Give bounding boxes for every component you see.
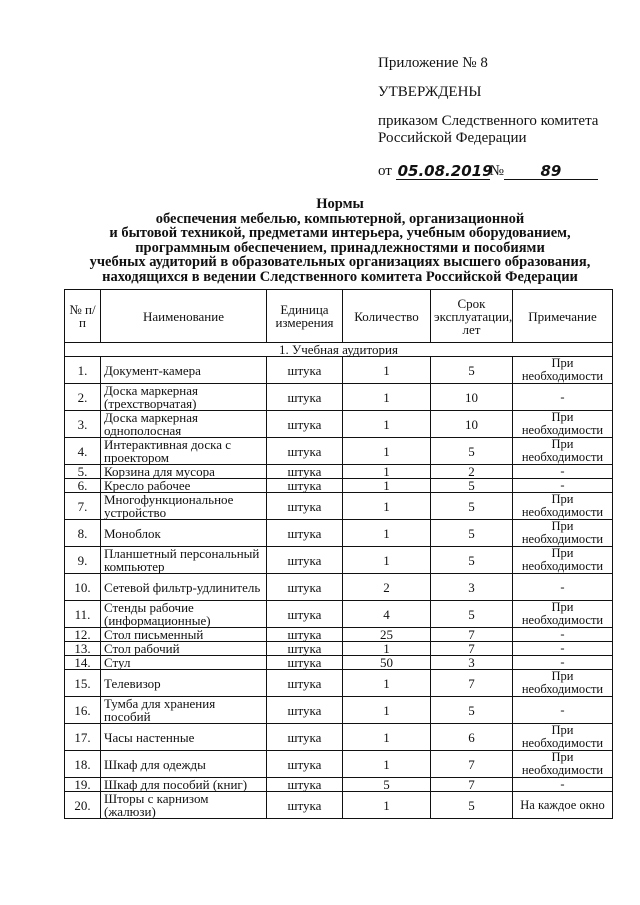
row-note: -: [513, 574, 613, 601]
row-name: Стол письменный: [101, 628, 267, 642]
row-term: 5: [431, 493, 513, 520]
row-qty: 1: [343, 792, 431, 819]
row-num: 12.: [65, 628, 101, 642]
row-name: Планшетный персональный компьютер: [101, 547, 267, 574]
title-line: обеспечения мебелью, компьютерной, организационной: [155, 210, 525, 227]
row-note: -: [513, 656, 613, 670]
approved-label: УТВЕРЖДЕНЫ: [378, 84, 482, 100]
row-num: 20.: [65, 792, 101, 819]
row-note: При необходимости: [513, 751, 613, 778]
row-qty: 1: [343, 520, 431, 547]
row-num: 2.: [65, 384, 101, 411]
row-note: При необходимости: [513, 670, 613, 697]
table-row: [65, 628, 613, 642]
section-row: [65, 343, 613, 357]
order-date: 05.08.2019: [397, 162, 493, 180]
row-unit: штука: [267, 438, 343, 465]
table-row: [65, 411, 613, 438]
row-term: 5: [431, 520, 513, 547]
row-term: 7: [431, 751, 513, 778]
row-num: 9.: [65, 547, 101, 574]
table-row: [65, 697, 613, 724]
row-term: 7: [431, 642, 513, 656]
appendix-label: Приложение № 8: [378, 55, 488, 71]
row-qty: 1: [343, 751, 431, 778]
row-unit: штука: [267, 493, 343, 520]
section-title: 1. Учебная аудитория: [65, 343, 613, 357]
row-num: 17.: [65, 724, 101, 751]
row-note: -: [513, 479, 613, 493]
number-prefix: №: [489, 163, 504, 179]
row-unit: штука: [267, 628, 343, 642]
row-unit: штука: [267, 697, 343, 724]
row-qty: 1: [343, 697, 431, 724]
row-note: При необходимости: [513, 411, 613, 438]
row-note: -: [513, 697, 613, 724]
row-name: Моноблок: [101, 520, 267, 547]
row-name: Интерактивная доска с проектором: [101, 438, 267, 465]
title-line: и бытовой техникой, предметами интерьера, учебным оборудованием,: [109, 225, 571, 241]
row-term: 3: [431, 656, 513, 670]
row-name: Доска маркерная однополосная: [101, 411, 267, 438]
row-term: 5: [431, 792, 513, 819]
row-name: Телевизор: [101, 670, 267, 697]
header-term: Срок эксплуатации, лет: [431, 290, 513, 343]
row-num: 3.: [65, 411, 101, 438]
order-line-2: Российской Федерации: [378, 130, 527, 146]
row-unit: штука: [267, 547, 343, 574]
table-row: [65, 724, 613, 751]
row-unit: штука: [267, 670, 343, 697]
norms-table: [64, 289, 613, 819]
row-unit: штука: [267, 479, 343, 493]
order-date-line: [378, 163, 628, 180]
table-row: [65, 547, 613, 574]
row-note: На каждое окно: [513, 792, 613, 819]
row-note: При необходимости: [513, 547, 613, 574]
row-name: Шкаф для пособий (книг): [101, 778, 267, 792]
row-qty: 1: [343, 479, 431, 493]
order-reference: [378, 113, 628, 147]
row-term: 5: [431, 697, 513, 724]
table-row: [65, 656, 613, 670]
row-name: Тумба для хранения пособий: [101, 697, 267, 724]
row-note: При необходимости: [513, 520, 613, 547]
row-note: -: [513, 465, 613, 479]
row-qty: 1: [343, 465, 431, 479]
row-note: При необходимости: [513, 493, 613, 520]
row-note: -: [513, 628, 613, 642]
row-term: 7: [431, 628, 513, 642]
row-term: 5: [431, 438, 513, 465]
row-unit: штука: [267, 574, 343, 601]
header-note: Примечание: [513, 290, 613, 343]
row-note: -: [513, 642, 613, 656]
row-term: 10: [431, 411, 513, 438]
row-num: 5.: [65, 465, 101, 479]
row-name: Стенды рабочие (информационные): [101, 601, 267, 628]
table-row: [65, 778, 613, 792]
row-qty: 5: [343, 778, 431, 792]
header-num: № п/п: [65, 290, 101, 343]
row-name: Шторы с карнизом (жалюзи): [101, 792, 267, 819]
row-num: 8.: [65, 520, 101, 547]
date-prefix: от: [378, 163, 392, 179]
row-num: 19.: [65, 778, 101, 792]
row-qty: 50: [343, 656, 431, 670]
row-qty: 1: [343, 384, 431, 411]
approval-block: [378, 55, 628, 180]
row-qty: 1: [343, 357, 431, 384]
row-unit: штука: [267, 357, 343, 384]
row-unit: штука: [267, 465, 343, 479]
row-unit: штука: [267, 384, 343, 411]
table-row: [65, 520, 613, 547]
row-unit: штука: [267, 411, 343, 438]
order-number: 89: [504, 163, 598, 180]
row-qty: 1: [343, 547, 431, 574]
table-row: [65, 751, 613, 778]
row-qty: 1: [343, 438, 431, 465]
row-note: При необходимости: [513, 438, 613, 465]
row-unit: штука: [267, 656, 343, 670]
row-note: -: [513, 778, 613, 792]
table-row: [65, 465, 613, 479]
header-unit: Единица измерения: [267, 290, 343, 343]
row-num: 14.: [65, 656, 101, 670]
row-num: 4.: [65, 438, 101, 465]
table-row: [65, 642, 613, 656]
row-qty: 1: [343, 642, 431, 656]
row-unit: штука: [267, 520, 343, 547]
row-name: Стул: [101, 656, 267, 670]
title-line: учебных аудиторий в образовательных организациях высшего образования,: [89, 254, 591, 270]
title-line: Нормы: [316, 196, 364, 212]
row-term: 5: [431, 357, 513, 384]
row-qty: 25: [343, 628, 431, 642]
row-num: 11.: [65, 601, 101, 628]
row-note: При необходимости: [513, 357, 613, 384]
table-row: [65, 792, 613, 819]
row-term: 7: [431, 778, 513, 792]
header-name: Наименование: [101, 290, 267, 343]
row-note: -: [513, 384, 613, 411]
row-qty: 4: [343, 601, 431, 628]
row-term: 5: [431, 547, 513, 574]
row-num: 6.: [65, 479, 101, 493]
row-term: 10: [431, 384, 513, 411]
table-row: [65, 601, 613, 628]
row-num: 15.: [65, 670, 101, 697]
table-row: [65, 493, 613, 520]
table-row: [65, 574, 613, 601]
row-name: Стол рабочий: [101, 642, 267, 656]
row-qty: 1: [343, 724, 431, 751]
row-qty: 1: [343, 493, 431, 520]
row-name: Сетевой фильтр-удлинитель: [101, 574, 267, 601]
table-row: [65, 438, 613, 465]
row-unit: штука: [267, 601, 343, 628]
row-term: 2: [431, 465, 513, 479]
title-line: находящихся в ведении Следственного комитета Российской Федерации: [102, 268, 578, 285]
document-title: [60, 197, 620, 284]
row-num: 1.: [65, 357, 101, 384]
row-unit: штука: [267, 751, 343, 778]
row-num: 18.: [65, 751, 101, 778]
table-row: [65, 357, 613, 384]
row-term: 5: [431, 601, 513, 628]
row-name: Шкаф для одежды: [101, 751, 267, 778]
row-name: Многофункциональное устройство: [101, 493, 267, 520]
row-name: Документ-камера: [101, 357, 267, 384]
table-header-row: [65, 290, 613, 343]
row-note: При необходимости: [513, 724, 613, 751]
row-term: 7: [431, 670, 513, 697]
row-name: Кресло рабочее: [101, 479, 267, 493]
row-name: Корзина для мусора: [101, 465, 267, 479]
table-row: [65, 670, 613, 697]
row-num: 10.: [65, 574, 101, 601]
row-qty: 2: [343, 574, 431, 601]
table-row: [65, 384, 613, 411]
row-name: Часы настенные: [101, 724, 267, 751]
row-num: 16.: [65, 697, 101, 724]
row-unit: штука: [267, 792, 343, 819]
row-name: Доска маркерная (трехстворчатая): [101, 384, 267, 411]
row-unit: штука: [267, 724, 343, 751]
row-qty: 1: [343, 670, 431, 697]
row-qty: 1: [343, 411, 431, 438]
row-unit: штука: [267, 778, 343, 792]
header-qty: Количество: [343, 290, 431, 343]
title-line: программным обеспечением, принадлежностями и пособиями: [135, 239, 545, 256]
row-unit: штука: [267, 642, 343, 656]
row-term: 6: [431, 724, 513, 751]
row-note: При необходимости: [513, 601, 613, 628]
row-num: 7.: [65, 493, 101, 520]
order-line-1: приказом Следственного комитета: [378, 113, 599, 129]
row-term: 3: [431, 574, 513, 601]
row-term: 5: [431, 479, 513, 493]
row-num: 13.: [65, 642, 101, 656]
table-row: [65, 479, 613, 493]
